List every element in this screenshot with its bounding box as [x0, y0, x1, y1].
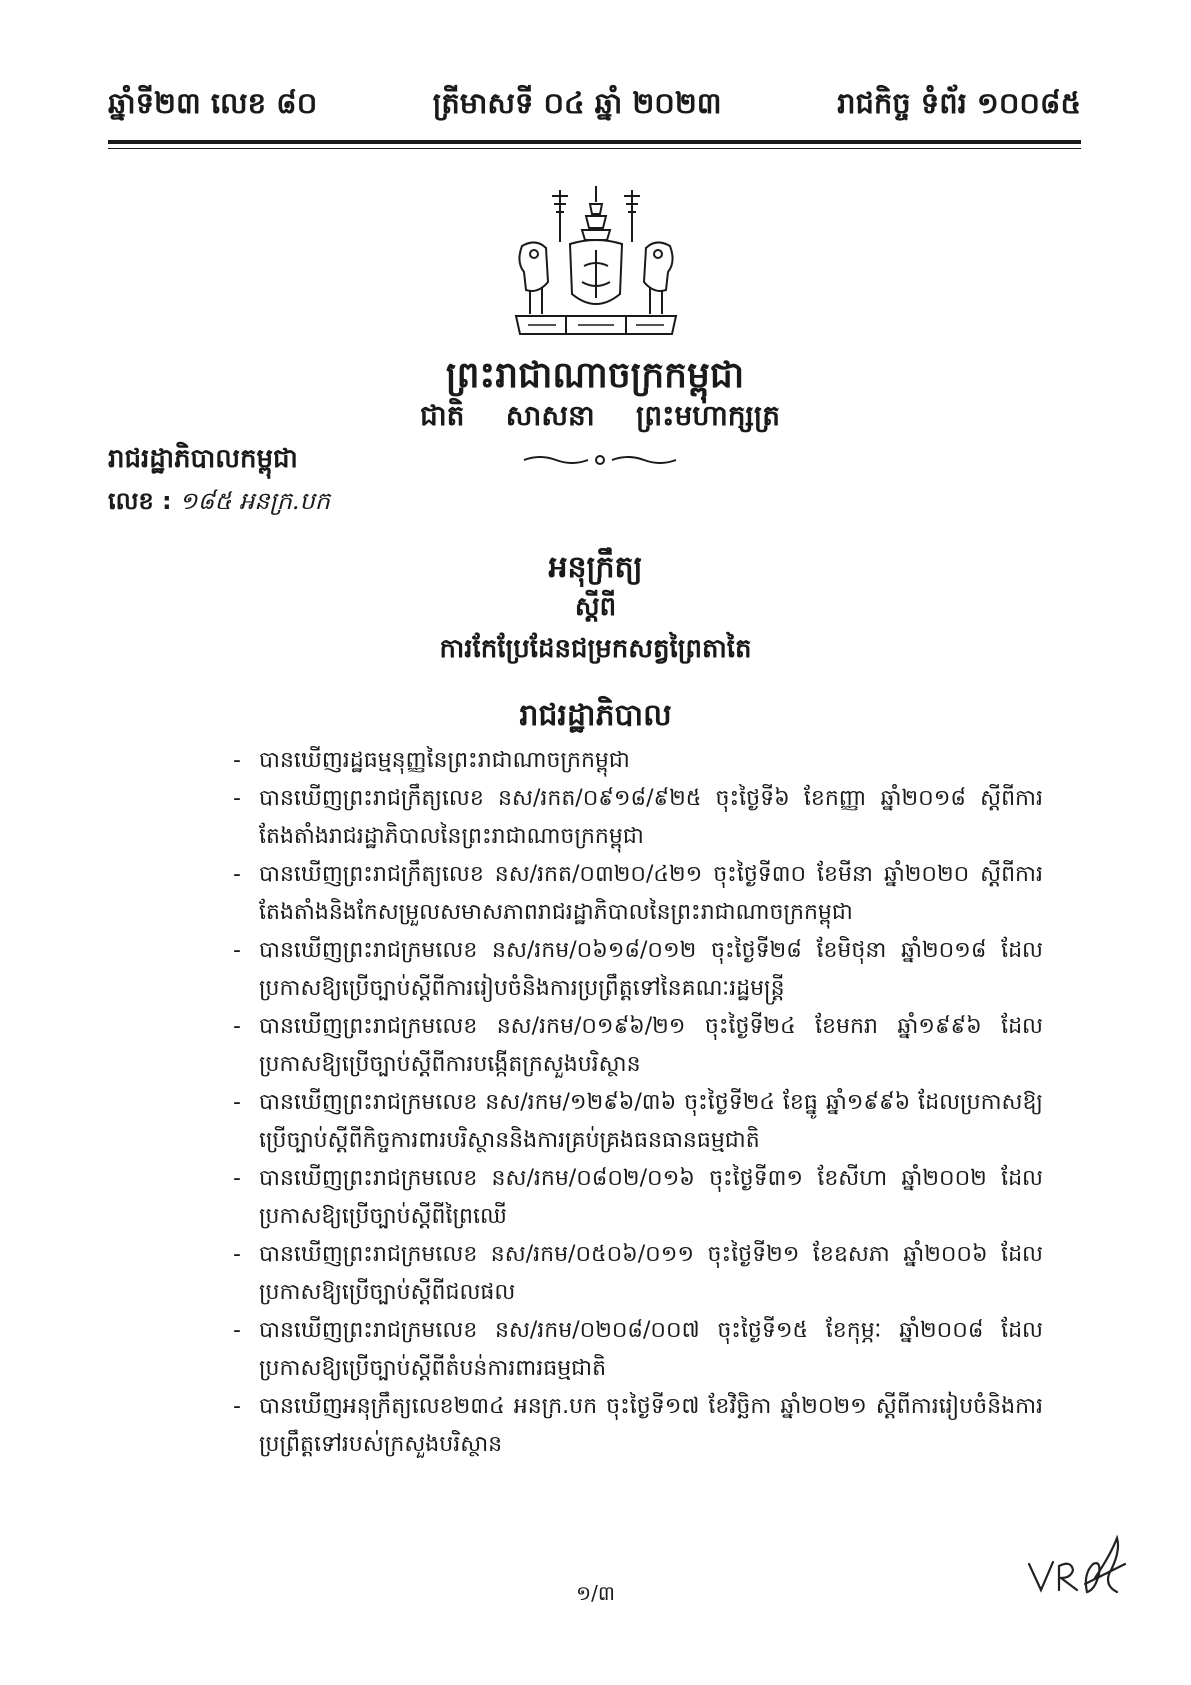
- motto-nation: ជាតិ: [420, 399, 465, 432]
- list-item: - បានឃើញរដ្ឋធម្មនុញ្ញនៃព្រះរាជាណាចក្រកម្ពុជា: [233, 742, 1043, 780]
- issuing-government: រាជរដ្ឋាភិបាលកម្ពុជា: [108, 444, 298, 474]
- document-subject: ការកែប្រែដែនជម្រកសត្វព្រៃតាតៃ: [439, 634, 752, 664]
- national-motto: [420, 398, 780, 439]
- motto-religion: សាសនា: [505, 399, 595, 432]
- list-item: - បានឃើញព្រះរាជក្រមលេខ នស/រកម/០៥០៦/០១១ ចុះថ្ងៃទី២១ ខែឧសភា ឆ្នាំ២០០៦ ដែលប្រកាសឱ្យប្រើច្បាប់ស្ដីពីជលផល: [233, 1236, 1043, 1312]
- gazette-page: រាជកិច្ច ទំព័រ ១០០៨៥: [837, 86, 1081, 120]
- document-about: ស្ដីពី: [574, 592, 617, 622]
- list-item: - បានឃើញព្រះរាជក្រមលេខ នស/រកម/០៦១៨/០១២ ចុះថ្ងៃទី២៨ ខែមិថុនា ឆ្នាំ២០១៨ ដែលប្រកាសឱ្យប្រើច្បាប់ស្ដីពីការរៀបចំនិងការប្រព្រឹត្តទៅនៃគណៈរដ្ឋមន្ត្រី: [233, 932, 1043, 1008]
- list-item: - បានឃើញព្រះរាជក្រមលេខ នស/រកម/០៨០២/០១៦ ចុះថ្ងៃទី៣១ ខែសីហា ឆ្នាំ២០០២ ដែលប្រកាសឱ្យប្រើច្បាប់ស្ដីពីព្រៃឈើ: [233, 1160, 1043, 1236]
- document-number-label: លេខ :: [108, 487, 172, 515]
- list-item: - បានឃើញព្រះរាជក្រឹត្យលេខ នស/រកត/០៣២០/៤២១ ចុះថ្ងៃទី៣០ ខែមីនា ឆ្នាំ២០២០ ស្ដីពីការតែងតាំងនិងកែសម្រួលសមាសភាពរាជរដ្ឋាភិបាលនៃព្រះរាជាណាចក្រកម្ពុជា: [233, 856, 1043, 932]
- page-number: ១/៣: [576, 1581, 615, 1605]
- document-number-value: ១៨៥ អនក្រ.បក: [179, 487, 331, 515]
- royal-coat-of-arms-icon: [508, 182, 684, 344]
- header-rule-thin: [108, 148, 1081, 149]
- gazette-header: [108, 88, 1081, 128]
- kingdom-name: ព្រះរាជាណាចក្រកម្ពុជា: [445, 355, 745, 396]
- motto-king: ព្រះមហាក្សត្រ: [636, 399, 780, 432]
- document-number: [108, 486, 330, 521]
- decorative-divider-icon: [520, 452, 680, 468]
- document-type: អនុក្រឹត្យ: [548, 550, 643, 585]
- gazette-quarter: ត្រីមាសទី ០៤ ឆ្នាំ ២០២៣: [432, 86, 722, 120]
- document-issuer-heading: រាជរដ្ឋាភិបាល: [519, 698, 672, 733]
- initials-signature-icon: [1025, 1534, 1135, 1610]
- list-item: - បានឃើញព្រះរាជក្រមលេខ នស/រកម/០២០៨/០០៧ ចុះថ្ងៃទី១៥ ខែកុម្ភៈ ឆ្នាំ២០០៨ ដែលប្រកាសឱ្យប្រើច្បាប់ស្ដីពីតំបន់ការពារធម្មជាតិ: [233, 1312, 1043, 1388]
- list-item: - បានឃើញព្រះរាជក្រឹត្យលេខ នស/រកត/០៩១៨/៩២៥ ចុះថ្ងៃទី៦ ខែកញ្ញា ឆ្នាំ២០១៨ ស្ដីពីការតែងតាំងរាជរដ្ឋាភិបាលនៃព្រះរាជាណាចក្រកម្ពុជា: [233, 780, 1043, 856]
- legal-references-list: [233, 742, 1043, 1464]
- gazette-issue: ឆ្នាំទី២៣ លេខ ៨០: [108, 86, 318, 120]
- header-rule-thick: [108, 140, 1081, 144]
- list-item: - បានឃើញព្រះរាជក្រមលេខ នស/រកម/០១៩៦/២១ ចុះថ្ងៃទី២៤ ខែមករា ឆ្នាំ១៩៩៦ ដែលប្រកាសឱ្យប្រើច្បាប់ស្ដីពីការបង្កើតក្រសួងបរិស្ថាន: [233, 1008, 1043, 1084]
- list-item: - បានឃើញព្រះរាជក្រមលេខ នស/រកម/១២៩៦/៣៦ ចុះថ្ងៃទី២៤ ខែធ្នូ ឆ្នាំ១៩៩៦ ដែលប្រកាសឱ្យប្រើច្បាប់ស្ដីពីកិច្ចការពារបរិស្ថាននិងការគ្រប់គ្រងធនធានធម្មជាតិ: [233, 1084, 1043, 1160]
- list-item: - បានឃើញអនុក្រឹត្យលេខ២៣៤ អនក្រ.បក ចុះថ្ងៃទី១៧ ខែវិច្ឆិកា ឆ្នាំ២០២១ ស្ដីពីការរៀបចំនិងការប្រព្រឹត្តទៅរបស់ក្រសួងបរិស្ថាន: [233, 1388, 1043, 1464]
